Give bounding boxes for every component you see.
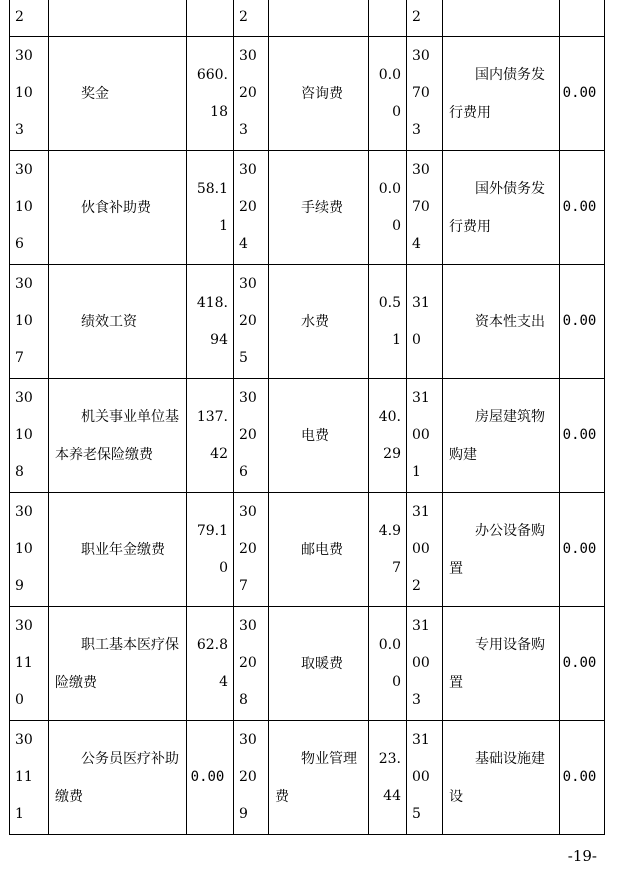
amount-cell: 0.00 <box>560 493 605 607</box>
code-cell-line: 20 <box>239 769 257 785</box>
amount-cell-line: 44 <box>383 787 401 804</box>
amount-cell-line: 0.5 <box>378 294 401 311</box>
code-cell-line: 31 <box>412 294 430 311</box>
code-cell-line: 31 <box>412 618 430 634</box>
code-cell-line: 30 <box>239 732 257 748</box>
name-cell <box>49 265 187 379</box>
item-name: 邮电费 <box>301 541 343 558</box>
amount-cell-line: 40. <box>378 408 401 425</box>
code-cell-line: 7 <box>15 350 24 366</box>
name-cell <box>443 0 560 37</box>
code-cell-line: 11 <box>15 769 33 785</box>
table-row-top <box>10 0 605 37</box>
code-cell <box>234 379 269 493</box>
code-cell-line: 70 <box>412 199 430 215</box>
amount-cell-line: 29 <box>383 445 401 462</box>
amount-cell-line: 0 <box>392 103 401 120</box>
name-cell <box>443 607 560 721</box>
code-cell-line: 00 <box>412 541 430 557</box>
code-cell-line: 30 <box>15 618 33 634</box>
name-cell <box>49 379 187 493</box>
code-cell-line: 30 <box>412 162 430 178</box>
amount-cell-line: 94 <box>210 331 228 348</box>
amount-cell-line: 0.0 <box>378 636 401 653</box>
amount-cell <box>369 493 407 607</box>
amount-cell-line: 58.1 <box>196 180 228 197</box>
code-cell-line: 0 <box>412 331 421 348</box>
name-cell <box>269 493 369 607</box>
code-cell <box>234 265 269 379</box>
code-cell-line: 3 <box>412 692 421 708</box>
code-cell: 2 <box>10 0 49 37</box>
item-name: 物业管理费 <box>275 750 357 805</box>
item-name: 国外债务发行费用 <box>449 180 545 235</box>
item-name: 房屋建筑物购建 <box>449 408 545 463</box>
item-name: 咨询费 <box>301 85 343 102</box>
page-number: -19- <box>567 847 597 865</box>
code-cell-line: 20 <box>239 313 257 329</box>
code-cell-line: 20 <box>239 655 257 671</box>
amount-cell: 0.00 <box>560 265 605 379</box>
code-cell-line: 30 <box>15 276 33 292</box>
code-cell <box>234 493 269 607</box>
name-cell <box>269 379 369 493</box>
amount-cell-line: 23. <box>378 750 401 767</box>
amount-cell <box>369 607 407 721</box>
code-cell-line: 30 <box>15 732 33 748</box>
name-cell <box>49 151 187 265</box>
code-cell-line: 11 <box>15 655 33 671</box>
code-cell <box>10 37 49 151</box>
code-cell <box>234 721 269 835</box>
code-cell-line: 6 <box>15 236 24 252</box>
name-cell <box>269 151 369 265</box>
amount-cell-line: 79.1 <box>196 522 228 539</box>
item-name: 奖金 <box>81 85 109 102</box>
item-name: 国内债务发行费用 <box>449 66 545 121</box>
budget-table <box>9 0 605 835</box>
code-cell-line: 30 <box>239 48 257 64</box>
code-cell-line: 70 <box>412 85 430 101</box>
code-cell <box>407 721 443 835</box>
code-cell-line: 30 <box>15 390 33 406</box>
code-cell: 2 <box>407 0 443 37</box>
amount-cell <box>369 151 407 265</box>
code-cell-line: 30 <box>239 276 257 292</box>
name-cell <box>269 607 369 721</box>
item-name: 办公设备购置 <box>449 522 545 577</box>
amount-cell <box>369 265 407 379</box>
code-cell-line: 30 <box>239 618 257 634</box>
amount-cell <box>187 493 234 607</box>
code-cell-line: 30 <box>15 48 33 64</box>
item-name: 公务员医疗补助缴费 <box>55 750 179 805</box>
code-cell-line: 2 <box>412 578 421 594</box>
code-cell-line: 30 <box>15 162 33 178</box>
name-cell <box>443 721 560 835</box>
name-cell <box>49 493 187 607</box>
item-name: 水费 <box>301 313 329 330</box>
table-row <box>10 379 605 493</box>
item-name: 手续费 <box>301 199 343 216</box>
code-cell <box>10 379 49 493</box>
code-cell-line: 10 <box>15 85 33 101</box>
code-cell-line: 8 <box>239 692 248 708</box>
code-cell <box>407 265 443 379</box>
amount-cell: 0.00 <box>187 721 234 835</box>
name-cell <box>269 721 369 835</box>
amount-cell <box>369 379 407 493</box>
amount-cell-line: 418. <box>196 294 228 311</box>
amount-cell-line: 7 <box>392 559 401 576</box>
name-cell <box>49 607 187 721</box>
code-cell <box>407 379 443 493</box>
item-name: 职工基本医疗保险缴费 <box>55 636 179 691</box>
table-row <box>10 265 605 379</box>
code-cell <box>10 493 49 607</box>
code-cell-line: 5 <box>239 350 248 366</box>
name-cell <box>443 151 560 265</box>
code-cell-line: 1 <box>412 464 421 480</box>
code-cell-line: 30 <box>239 162 257 178</box>
table-row <box>10 37 605 151</box>
amount-cell <box>187 607 234 721</box>
code-cell <box>10 607 49 721</box>
code-cell-line: 20 <box>239 85 257 101</box>
code-cell-line: 6 <box>239 464 248 480</box>
amount-cell-line: 0.0 <box>378 66 401 83</box>
amount-cell <box>187 0 234 37</box>
amount-cell <box>369 37 407 151</box>
code-cell-line: 00 <box>412 427 430 443</box>
code-cell-line: 8 <box>15 464 24 480</box>
name-cell <box>443 379 560 493</box>
code-cell <box>234 607 269 721</box>
code-cell-line: 4 <box>412 236 421 252</box>
code-cell-line: 0 <box>15 692 24 708</box>
code-cell-line: 10 <box>15 541 33 557</box>
amount-cell-line: 0 <box>219 559 228 576</box>
name-cell <box>443 493 560 607</box>
code-cell-line: 20 <box>239 199 257 215</box>
code-cell-line: 10 <box>15 199 33 215</box>
code-cell-line: 4 <box>239 236 248 252</box>
code-cell-line: 31 <box>412 390 430 406</box>
item-name: 绩效工资 <box>81 313 137 330</box>
name-cell <box>269 0 369 37</box>
amount-cell: 0.00 <box>560 607 605 721</box>
amount-cell: 0.00 <box>560 37 605 151</box>
amount-cell-line: 660. <box>196 66 228 83</box>
code-cell-line: 30 <box>239 504 257 520</box>
item-name: 取暖费 <box>301 655 343 672</box>
amount-cell-line: 0 <box>392 217 401 234</box>
item-name: 伙食补助费 <box>81 199 151 216</box>
item-name: 专用设备购置 <box>449 636 545 691</box>
amount-cell: 0.00 <box>560 721 605 835</box>
table-row <box>10 493 605 607</box>
name-cell <box>49 721 187 835</box>
code-cell-line: 30 <box>15 504 33 520</box>
amount-cell-line: 1 <box>219 217 228 234</box>
amount-cell <box>369 721 407 835</box>
amount-cell <box>187 151 234 265</box>
code-cell-line: 1 <box>15 806 24 822</box>
amount-cell <box>369 0 407 37</box>
code-cell-line: 5 <box>412 806 421 822</box>
code-cell <box>10 721 49 835</box>
code-cell-line: 9 <box>239 806 248 822</box>
amount-cell-line: 4 <box>219 673 228 690</box>
code-cell-line: 20 <box>239 541 257 557</box>
amount-cell-line: 62.8 <box>196 636 228 653</box>
amount-cell-line: 4.9 <box>378 522 401 539</box>
amount-cell-line: 0.0 <box>378 180 401 197</box>
code-cell-line: 31 <box>412 732 430 748</box>
code-cell <box>10 265 49 379</box>
code-cell: 2 <box>234 0 269 37</box>
code-cell-line: 30 <box>412 48 430 64</box>
amount-cell <box>187 265 234 379</box>
amount-cell-line: 18 <box>210 103 228 120</box>
name-cell <box>269 37 369 151</box>
code-cell <box>407 151 443 265</box>
name-cell <box>269 265 369 379</box>
code-cell <box>234 151 269 265</box>
name-cell <box>49 37 187 151</box>
code-cell-line: 10 <box>15 427 33 443</box>
code-cell-line: 3 <box>15 122 24 138</box>
amount-cell: 0.00 <box>560 379 605 493</box>
amount-cell: 0.00 <box>560 151 605 265</box>
code-cell-line: 9 <box>15 578 24 594</box>
amount-cell-line: 137. <box>196 408 228 425</box>
name-cell <box>49 0 187 37</box>
amount-cell <box>187 379 234 493</box>
amount-cell <box>560 0 605 37</box>
code-cell <box>407 493 443 607</box>
code-cell-line: 00 <box>412 655 430 671</box>
code-cell-line: 20 <box>239 427 257 443</box>
code-cell-line: 3 <box>412 122 421 138</box>
code-cell-line: 3 <box>239 122 248 138</box>
code-cell-line: 30 <box>239 390 257 406</box>
amount-cell <box>187 37 234 151</box>
code-cell-line: 10 <box>15 313 33 329</box>
table-row <box>10 151 605 265</box>
item-name: 电费 <box>301 427 329 444</box>
name-cell <box>443 265 560 379</box>
code-cell <box>407 607 443 721</box>
amount-cell-line: 0 <box>392 673 401 690</box>
item-name: 基础设施建设 <box>449 750 545 805</box>
amount-cell-line: 42 <box>210 445 228 462</box>
code-cell-line: 00 <box>412 769 430 785</box>
code-cell-line: 7 <box>239 578 248 594</box>
table-row <box>10 721 605 835</box>
amount-cell-line: 1 <box>392 331 401 348</box>
item-name: 资本性支出 <box>475 313 545 330</box>
item-name: 机关事业单位基本养老保险缴费 <box>55 408 179 463</box>
table-row <box>10 607 605 721</box>
code-cell <box>234 37 269 151</box>
item-name: 职业年金缴费 <box>81 541 165 558</box>
code-cell <box>407 37 443 151</box>
code-cell-line: 31 <box>412 504 430 520</box>
name-cell <box>443 37 560 151</box>
code-cell <box>10 151 49 265</box>
